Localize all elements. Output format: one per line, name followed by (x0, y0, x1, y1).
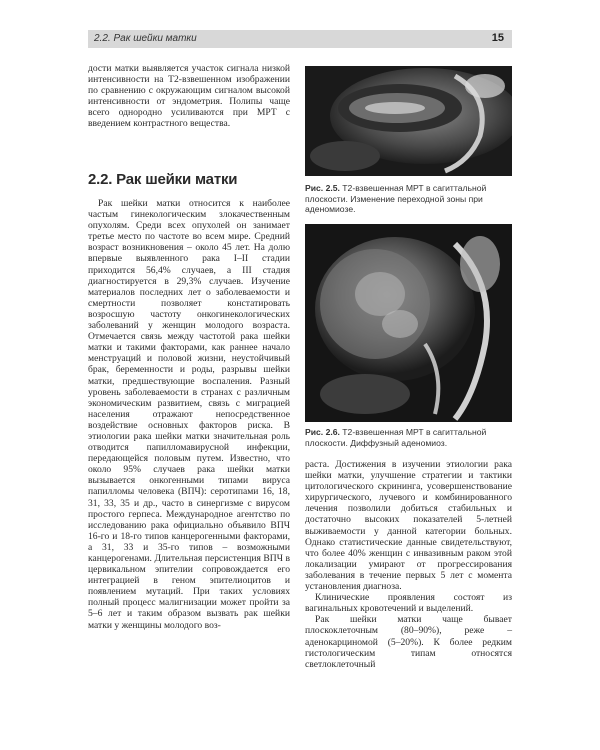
figure-caption-2-6 (305, 427, 512, 448)
paragraph-continuation: раста. Достижения в изучении этиологии рака шейки матки, улучшение стратегии и тактики цитологического скрининга, усовершенствование хирургического, лучевого и комбинированного лечения позволили добиться стабильных и достаточно высоких показателей 5-летней выживаемости у данной категории больных. Однако статистические данные свидетельствуют, что более 40% женщин с инвазивным раком этой локализации умирают от прогрессирования заболевания в течение первых 5 лет с момента установления диагноза. (305, 459, 512, 593)
mri-figure-2-6 (305, 224, 512, 422)
paragraph-continuation: дости матки выявляется участок сигнала низкой интенсивности на Т2-взвешенном изображении по сравнению с окружающим сигналом высокой интенсивности от эндометрия. Полипы чаще всего однородно усиливаются при МРТ с введением контрастного вещества. (88, 63, 290, 130)
paragraph-histology: Рак шейки матки чаще бывает плоскоклеточным (80–90%), реже – аденокарциномой (5–20%). К более редким гистологическим типам относятся светлоклеточный (305, 614, 512, 670)
mri-image-2-6 (305, 224, 512, 422)
running-header (88, 30, 512, 48)
figure-caption-text: Т2-взвешенная МРТ в сагиттальной плоскости. Изменение переходной зоны при аденомиозе. (305, 183, 487, 215)
paragraph-clinical: Клинические проявления состоят из вагинальных кровотечений и выделений. (305, 592, 512, 615)
left-top-text (88, 63, 290, 130)
right-bottom-text (305, 459, 512, 670)
figure-caption-2-5 (305, 183, 512, 215)
section-title: 2.2. Рак шейки матки (88, 171, 238, 188)
page-number: 15 (491, 32, 504, 44)
left-main-text (88, 198, 290, 631)
figure-number: Рис. 2.6. (305, 427, 340, 437)
figure-number: Рис. 2.5. (305, 183, 340, 193)
mri-figure-2-5 (305, 66, 512, 176)
paragraph-cervical-cancer: Рак шейки матки относится к наиболее частым гинекологическим злокачественным опухолям. Среди всех опухолей он занимает третье место по частоте во всем мире. Средний возраст возникновения – около 45 лет. На долю впервые выявленного рака I–II стадии приходится 56,4% случаев, а III стадия диагностируется в 29,3% случаев. Изучение материалов последних лет о заболеваемости и смертности позволяет констатировать возросшую частоту онкогинекологических заболеваний у женщин молодого возраста. Отмечается связь между частотой рака шейки матки и такими факторами, как раннее начало менструаций и половой жизни, неустойчивый брак, беременности и роды, разрывы шейки матки, предшествующие воспаления. Разный уровень заболеваемости в странах с различным экономическим развитием, связь с миграцией населения отражают непосредственное воздействие основных факторов риска. В этиологии рака шейки матки значительная роль отводится папилломавирусной инфекции, передающейся половым путем. Известно, что около 95% случаев рака шейки матки вызывается онкогенными типами вируса папилломы человека (ВПЧ): серотипами 16, 18, 31, 33, 35 и др., часто в синергизме с вирусом простого герпеса. Международное агентство по исследованию рака официально объявило ВПЧ 16-го и 18-го типов канцерогенными факторами, а 31, 33 и 35-го типов – возможными канцерогенами. Длительная персистенция ВПЧ в цервикальном эпителии сопровождается его интеграцией в геном эпителиоцитов и появлением мутаций. При таких условиях полный процесс малигнизации может пройти за 5–6 лет и таким образом вызвать рак шейки матки у женщины молодого воз- (88, 198, 290, 631)
figure-caption-text: Т2-взвешенная МРТ в сагиттальной плоскости. Диффузный аденомиоз. (305, 427, 487, 448)
running-header-section: 2.2. Рак шейки матки (94, 33, 197, 44)
mri-image-2-5 (305, 66, 512, 176)
